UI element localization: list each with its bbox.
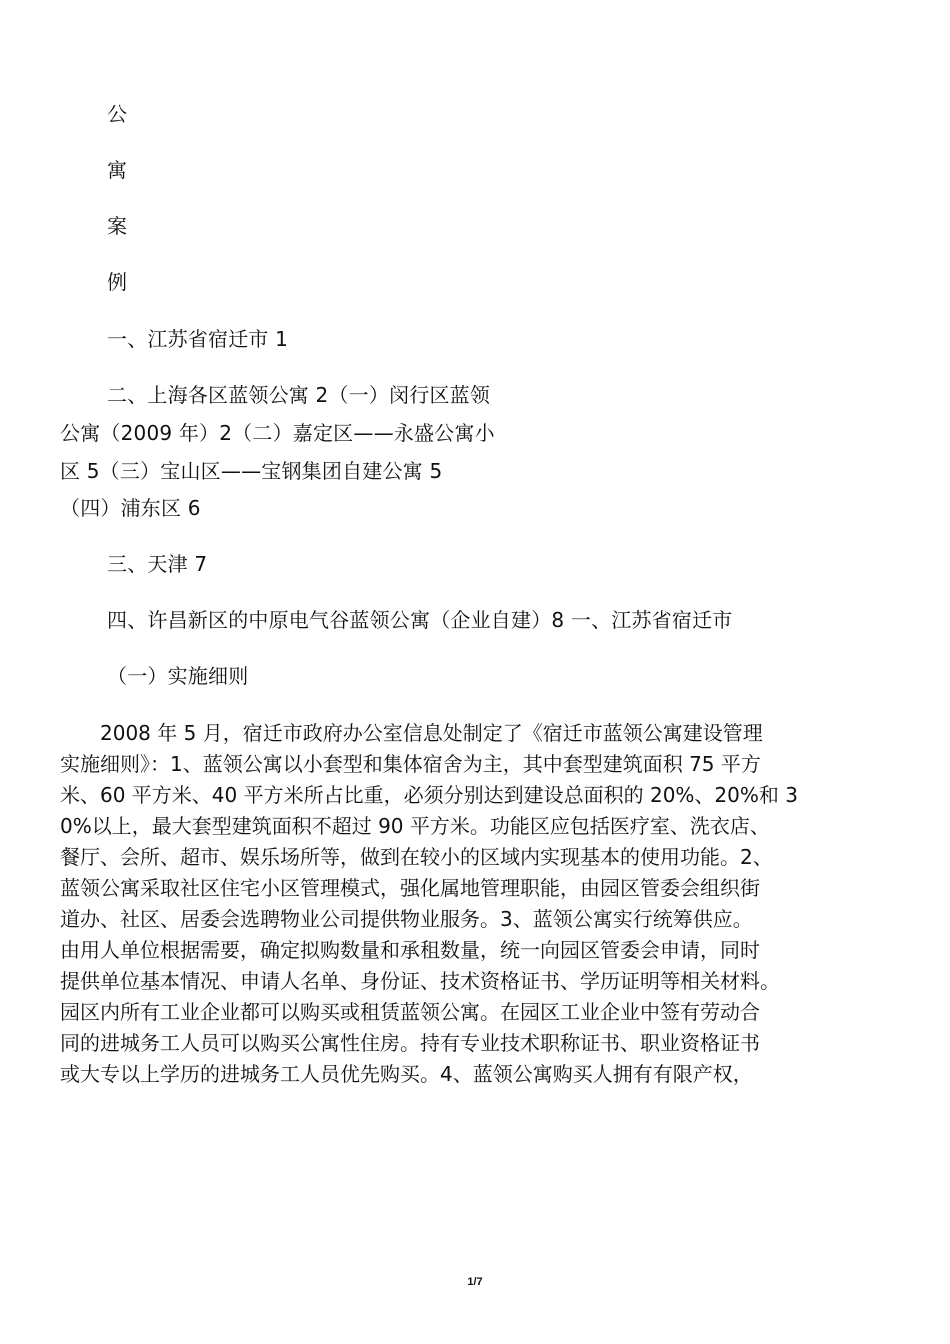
body-line: 0%以上，最大套型建筑面积不超过 90 平方米。功能区应包括医疗室、洗衣店、 [60, 814, 770, 838]
toc-item-1: 一、江苏省宿迁市 1 [107, 327, 289, 351]
toc-item-2-line-2: 公寓（2009 年）2（二）嘉定区——永盛公寓小 [60, 421, 495, 445]
body-paragraph [60, 718, 890, 1090]
section-heading: （一）实施细则 [107, 664, 249, 688]
title-char-2: 寓 [107, 158, 128, 182]
toc-item-3: 三、天津 7 [107, 552, 208, 576]
body-line: 2008 年 5 月，宿迁市政府办公室信息处制定了《宿迁市蓝领公寓建设管理 [60, 721, 763, 745]
body-line: 餐厅、会所、超市、娱乐场所等，做到在较小的区域内实现基本的使用功能。2、 [60, 845, 773, 869]
body-line: 蓝领公寓采取社区住宅小区管理模式，强化属地管理职能，由园区管委会组织街 [60, 876, 760, 900]
body-line: 实施细则》：1、蓝领公寓以小套型和集体宿舍为主，其中套型建筑面积 75 平方 [60, 752, 761, 776]
page-number: 1/7 [467, 1276, 483, 1288]
body-line: 米、60 平方米、40 平方米所占比重，必须分别达到建设总面积的 20%、20%和 3 [60, 783, 798, 807]
toc-item-2-line-1: 二、上海各区蓝领公寓 2（一）闵行区蓝领 [107, 383, 491, 407]
title-char-1: 公 [107, 102, 128, 126]
toc-item-2-line-4: （四）浦东区 6 [60, 496, 201, 520]
body-line: 园区内所有工业企业都可以购买或租赁蓝领公寓。在园区工业企业中签有劳动合 [60, 1000, 760, 1024]
body-line: 同的进城务工人员可以购买公寓性住房。持有专业技术职称证书、职业资格证书 [60, 1031, 760, 1055]
toc-item-4: 四、许昌新区的中原电气谷蓝领公寓（企业自建）8 一、江苏省宿迁市 [107, 608, 733, 632]
toc-item-2-line-3: 区 5（三）宝山区——宝钢集团自建公寓 5 [60, 459, 443, 483]
body-line: 道办、社区、居委会选聘物业公司提供物业服务。3、蓝领公寓实行统筹供应。 [60, 907, 753, 931]
body-line: 由用人单位根据需要，确定拟购数量和承租数量，统一向园区管委会申请，同时 [60, 938, 760, 962]
body-line: 或大专以上学历的进城务工人员优先购买。4、蓝领公寓购买人拥有有限产权， [60, 1062, 753, 1086]
title-char-4: 例 [107, 270, 128, 294]
body-line: 提供单位基本情况、申请人名单、身份证、技术资格证书、学历证明等相关材料。 [60, 969, 780, 993]
title-char-3: 案 [107, 214, 128, 238]
